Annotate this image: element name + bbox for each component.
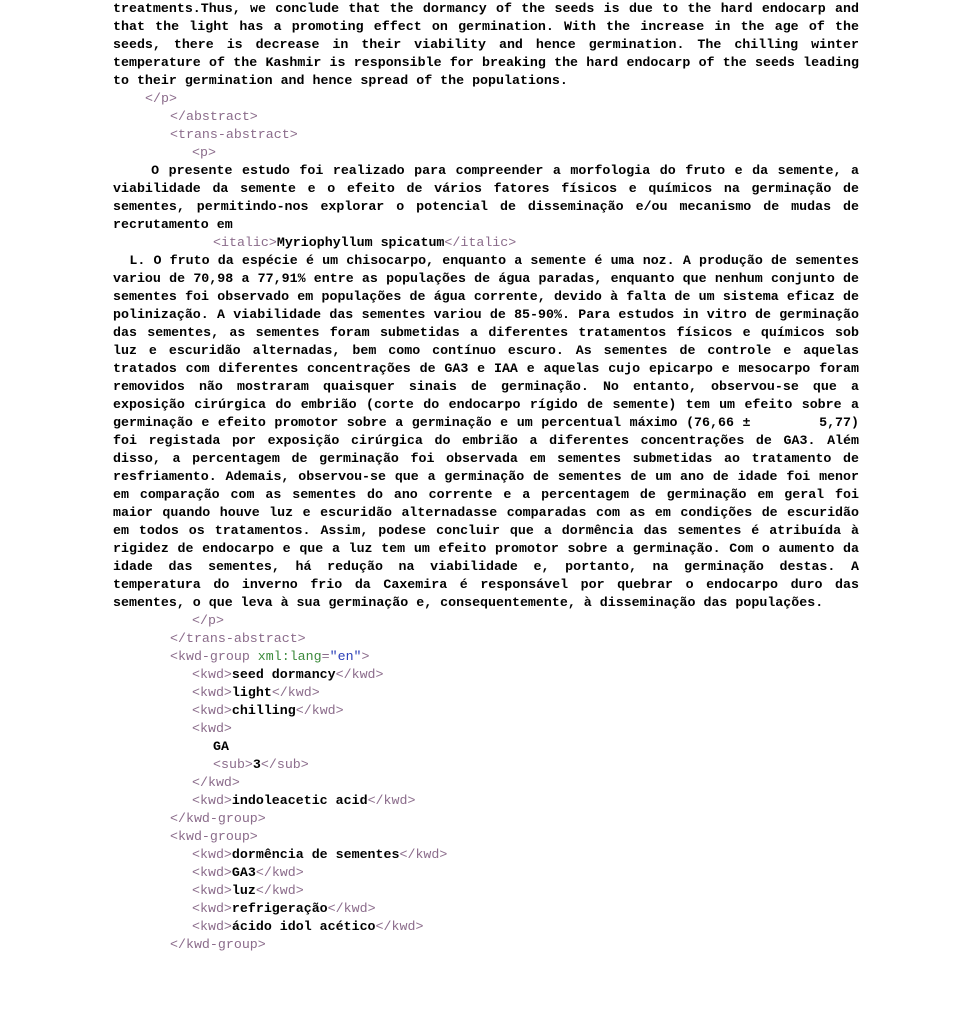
italic-text: Myriophyllum spicatum xyxy=(276,235,445,250)
trans-abstract-close-line xyxy=(0,630,974,648)
kwd-close-tag: </kwd> xyxy=(399,847,448,862)
trans-abstract-close-p-line xyxy=(0,612,974,630)
sub-open-tag: <sub> xyxy=(213,757,253,772)
abstract-close-line xyxy=(0,108,974,126)
kwd-line xyxy=(0,846,974,864)
kwd-line xyxy=(0,918,974,936)
kwd-group-en-open-line xyxy=(0,648,974,666)
sub-close-tag: </sub> xyxy=(260,757,309,772)
italic-element-line xyxy=(0,234,974,252)
kwd-line xyxy=(0,900,974,918)
kwd-close-tag: </kwd> xyxy=(295,703,344,718)
kwd-open-tag: <kwd> xyxy=(192,793,232,808)
kwd-text: light xyxy=(231,685,272,700)
close-trans-abstract-tag: </trans-abstract> xyxy=(170,631,306,646)
kwd-ga-sub-line xyxy=(0,756,974,774)
kwd-close-tag: </kwd> xyxy=(375,919,424,934)
attribute-equals: = xyxy=(321,649,330,664)
italic-open-tag: <italic> xyxy=(213,235,277,250)
kwd-close-tag: </kwd> xyxy=(271,685,320,700)
kwd-group-close-tag: </kwd-group> xyxy=(170,811,266,826)
kwd-open-tag: <kwd> xyxy=(192,685,232,700)
trans-abstract-text-1: O presente estudo foi realizado para compreender a morfologia do fruto e da semente, a viabilidade da semente e o efeito de vários fatores físicos e químicos na germinação de sementes, permitindo-nos explorar o potencial de disseminação e/ou mecanismo de mudas de recrutamento em xyxy=(113,163,867,232)
kwd-close-tag: </kwd> xyxy=(255,883,304,898)
kwd-text: GA3 xyxy=(231,865,256,880)
kwd-text: refrigeração xyxy=(231,901,328,916)
kwd-group-pt-open-line xyxy=(0,828,974,846)
kwd-line xyxy=(0,882,974,900)
kwd-open-tag: <kwd> xyxy=(192,919,232,934)
kwd-close-tag: </kwd> xyxy=(192,775,240,790)
kwd-open-tag: <kwd> xyxy=(192,865,232,880)
kwd-line xyxy=(0,864,974,882)
italic-close-tag: </italic> xyxy=(444,235,517,250)
close-p-tag-2: </p> xyxy=(192,613,224,628)
kwd-group-open-tag-pt: <kwd-group> xyxy=(170,829,258,844)
kwd-text: dormência de sementes xyxy=(231,847,400,862)
kwd-open-tag: <kwd> xyxy=(192,667,232,682)
kwd-close-tag: </kwd> xyxy=(255,865,304,880)
trans-abstract-tag: <trans-abstract> xyxy=(170,127,298,142)
kwd-open-tag: <kwd> xyxy=(192,901,232,916)
kwd-line xyxy=(0,684,974,702)
kwd-ga-text: GA xyxy=(213,739,229,754)
kwd-line xyxy=(0,792,974,810)
open-p-tag: <p> xyxy=(192,145,216,160)
xml-lang-attribute-name: xml:lang xyxy=(257,649,322,664)
trans-abstract-open-p-line xyxy=(0,144,974,162)
kwd-open-line-ga xyxy=(0,720,974,738)
kwd-group-open-tag-end: > xyxy=(361,649,370,664)
abstract-en-text: treatments.Thus, we conclude that the dormancy of the seeds is due to the hard endocarp and that the light has a promoting effect on germination. With the increase in the age of the seeds, there is decrease in their viability and hence germination. The chilling winter temperature of the Kashmir is responsible for breaking the hard endocarp of the seeds leading to their germination and hence spread of the populations. xyxy=(113,1,867,88)
kwd-open-tag: <kwd> xyxy=(192,883,232,898)
sub-text: 3 xyxy=(252,757,261,772)
kwd-close-tag: </kwd> xyxy=(335,667,384,682)
kwd-close-tag: </kwd> xyxy=(327,901,376,916)
kwd-close-tag: </kwd> xyxy=(367,793,416,808)
kwd-close-line-ga xyxy=(0,774,974,792)
close-p-tag: </p> xyxy=(145,91,177,106)
kwd-text: indoleacetic acid xyxy=(231,793,368,808)
xml-lang-attribute-value: "en" xyxy=(329,649,362,664)
kwd-ga-base-line xyxy=(0,738,974,756)
kwd-open-tag: <kwd> xyxy=(192,847,232,862)
kwd-text: seed dormancy xyxy=(231,667,336,682)
kwd-group-en-close-line xyxy=(0,810,974,828)
kwd-open-tag: <kwd> xyxy=(192,703,232,718)
kwd-line xyxy=(0,702,974,720)
kwd-text: ácido idol acético xyxy=(231,919,376,934)
kwd-text: chilling xyxy=(231,703,296,718)
abstract-en-close-p-line xyxy=(0,90,974,108)
kwd-text: luz xyxy=(231,883,256,898)
kwd-group-pt-close-line xyxy=(0,936,974,954)
kwd-group-close-tag-pt: </kwd-group> xyxy=(170,937,266,952)
kwd-line xyxy=(0,666,974,684)
close-abstract-tag: </abstract> xyxy=(170,109,258,124)
kwd-open-tag: <kwd> xyxy=(192,721,232,736)
kwd-group-open-tag: <kwd-group xyxy=(170,649,258,664)
trans-abstract-open-line xyxy=(0,126,974,144)
trans-abstract-text-2: L. O fruto da espécie é um chisocarpo, enquanto a semente é uma noz. A produção de sementes variou de 70,98 a 77,91% entre as populações de água paradas, enquanto que nenhum conjunto de sementes foi observado em populações de água corrente, devido à falta de um sistema eficaz de polinização. A viabilidade das sementes variou de 85-90%. Para estudos in vitro de germinação das sementes, as sementes foram submetidas a diferentes tratamentos físicos e químicos sob luz e escuridão alternadas, bem como contínuo escuro. As sementes de controle e aquelas tratados com diferentes concentrações de GA3 e IAA e aquelas cujo epicarpo e mesocarpo foram removidos não mostraram quaisquer sinais de germinação. No entanto, observou-se que a exposição cirúrgica do embrião (corte do endocarpo rígido de semente) tem um efeito sobre a germinação e efeito promotor sobre a germinação e um percentual máximo (76,66 ± 5,77) foi registada por exposição cirúrgica do embrião a diferentes concentrações de GA3. Além disso, a percentagem de germinação foi observada em sementes submetidas ao tratamento de resfriamento. Ademais, observou-se que a germinação de sementes de um ano de idade foi menor em comparação com as sementes do ano corrente e a percentagem de germinação em geral foi maior quando houve luz e escuridão alternadasse comparadas com as em condições de escuridão em todos os tratamentos. Assim, podese concluir que a dormência das sementes é atribuída à rigidez de endocarpo e que a luz tem um efeito promotor sobre a germinação. Com o aumento da idade das sementes, há redução na viabilidade e, portanto, na germinação destas. A temperatura do inverno frio da Caxemira é responsável por quebrar o endocarpo duro das sementes, o que leva à sua germinação e, consequentemente, à disseminação das populações. xyxy=(113,253,867,610)
